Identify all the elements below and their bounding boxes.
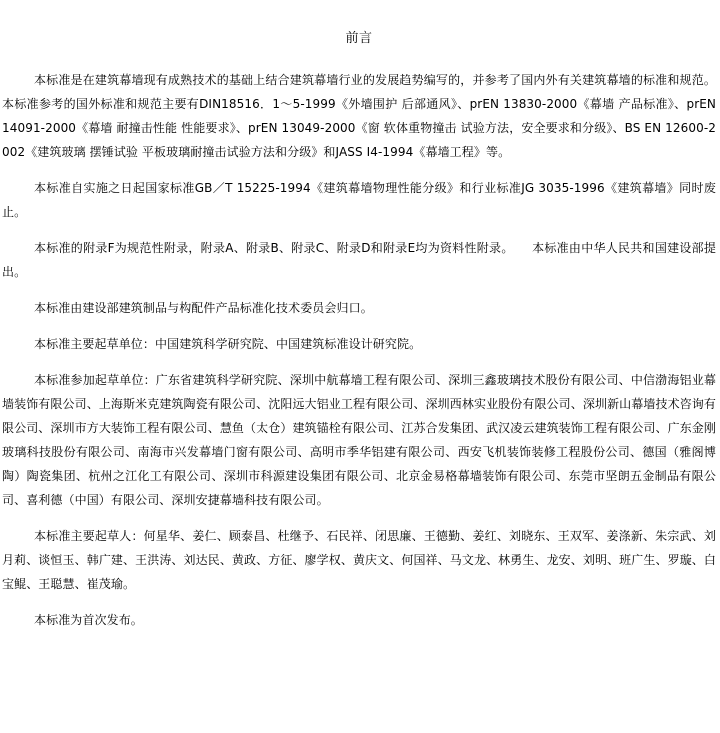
paragraph-participating-drafters: 本标准参加起草单位：广东省建筑科学研究院、深圳中航幕墙工程有限公司、深圳三鑫玻璃技术股份有限公司、中信渤海铝业幕墙装饰有限公司、上海斯米克建筑陶瓷有限公司、沈阳远大铝业工程有限公司、深圳西林实业股份有限公司、深圳新山幕墙技术咨询有限公司、深圳市方大装饰工程有限公司、慧鱼（太仓）建筑锚栓有限公司、江苏合发集团、武汉凌云建筑装饰工程有限公司、广东金刚玻璃科技股份有限公司、南海市兴发幕墙门窗有限公司、高明市季华铝建有限公司、西安飞机装饰装修工程股份公司、德国（雅阁博陶）陶瓷集团、杭州之江化工有限公司、深圳市科源建设集团有限公司、北京金易格幕墙装饰有限公司、东莞市坚朗五金制品有限公司、喜利德（中国）有限公司、深圳安捷幕墙科技有限公司。 [2,373,716,507]
page-title: 前言 [345,31,373,46]
paragraph-appendices: 本标准的附录F为规范性附录，附录A、附录B、附录C、附录D和附录E均为资料性附录。 本标准由中华人民共和国建设部提出。 [2,241,716,279]
paragraph-main-drafters: 本标准主要起草单位：中国建筑科学研究院、中国建筑标准设计研究院。 [34,337,422,351]
paragraph-first-release: 本标准为首次发布。 [34,613,143,627]
paragraph-background: 本标准是在建筑幕墙现有成熟技术的基础上结合建筑幕墙行业的发展趋势编写的，并参考了国内外有关建筑幕墙的标准和规范。本标准参考的国外标准和规范主要有DIN18516．1～5-1999《外墙围护 后部通风》、prEN 13830-2000《幕墙 产品标准》、prEN 14091-2000《幕墙 耐撞击性能 性能要求》、prEN 13049-2000《窗 软体重物撞击 试验方法，安全要求和分级》、BS EN 12600-2002《建筑玻璃 摆锤试验 平板玻璃耐撞击试验方法和分级》和JASS I4-1994《幕墙工程》等。 [2,73,716,159]
paragraph-drafters-names: 本标准主要起草人：何星华、姜仁、顾泰昌、杜继予、石民祥、闭思廉、王德勤、姜红、刘晓东、王双军、姜涤新、朱宗武、刘月莉、谈恒玉、韩广建、王洪涛、刘达民、黄政、方征、廖学权、黄庆文、何国祥、马文龙、林勇生、龙安、刘明、班广生、罗璇、白宝鲲、王聪慧、崔茂瑜。 [2,529,716,591]
paragraph-committee: 本标准由建设部建筑制品与构配件产品标准化技术委员会归口。 [34,301,373,315]
paragraph-superseded: 本标准自实施之日起国家标准GB／T 15225-1994《建筑幕墙物理性能分级》和行业标准JG 3035-1996《建筑幕墙》同时废止。 [2,181,716,219]
